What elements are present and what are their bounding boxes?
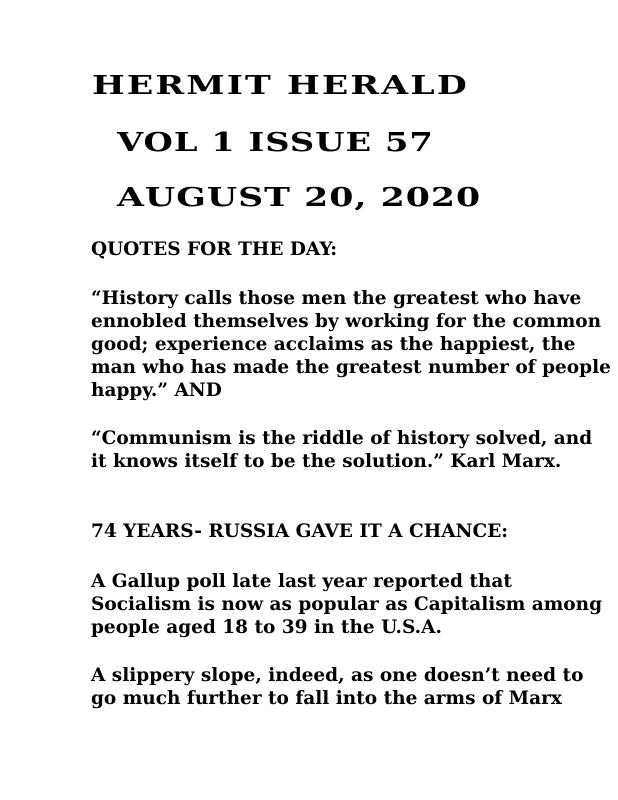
gallup-paragraph: A Gallup poll late last year reported that Socialism is now as popular as Capitalism among people aged 18 to 39 in the U.S.A. [91, 571, 603, 638]
quote-paragraph-communism: “Communism is the riddle of history solved, and it knows itself to be the solution.” Karl Marx. [91, 428, 593, 472]
slippery-slope-paragraph: A slippery slope, indeed, as one doesn’t need to go much further to fall into the arms of Marx [91, 665, 584, 709]
quotes-heading: QUOTES FOR THE DAY: [91, 239, 338, 260]
quote-paragraph-history: “History calls those men the greatest who have ennobled themselves by working for the common good; experience acclaims as the happiest, the man who has made the greatest number of people happy.” AND [91, 288, 611, 401]
newsletter-title: HERMIT HERALD [92, 70, 469, 101]
volume-issue: VOL 1 ISSUE 57 [117, 127, 434, 158]
russia-heading: 74 YEARS- RUSSIA GAVE IT A CHANCE: [91, 521, 509, 542]
issue-date: AUGUST 20, 2020 [117, 182, 482, 214]
